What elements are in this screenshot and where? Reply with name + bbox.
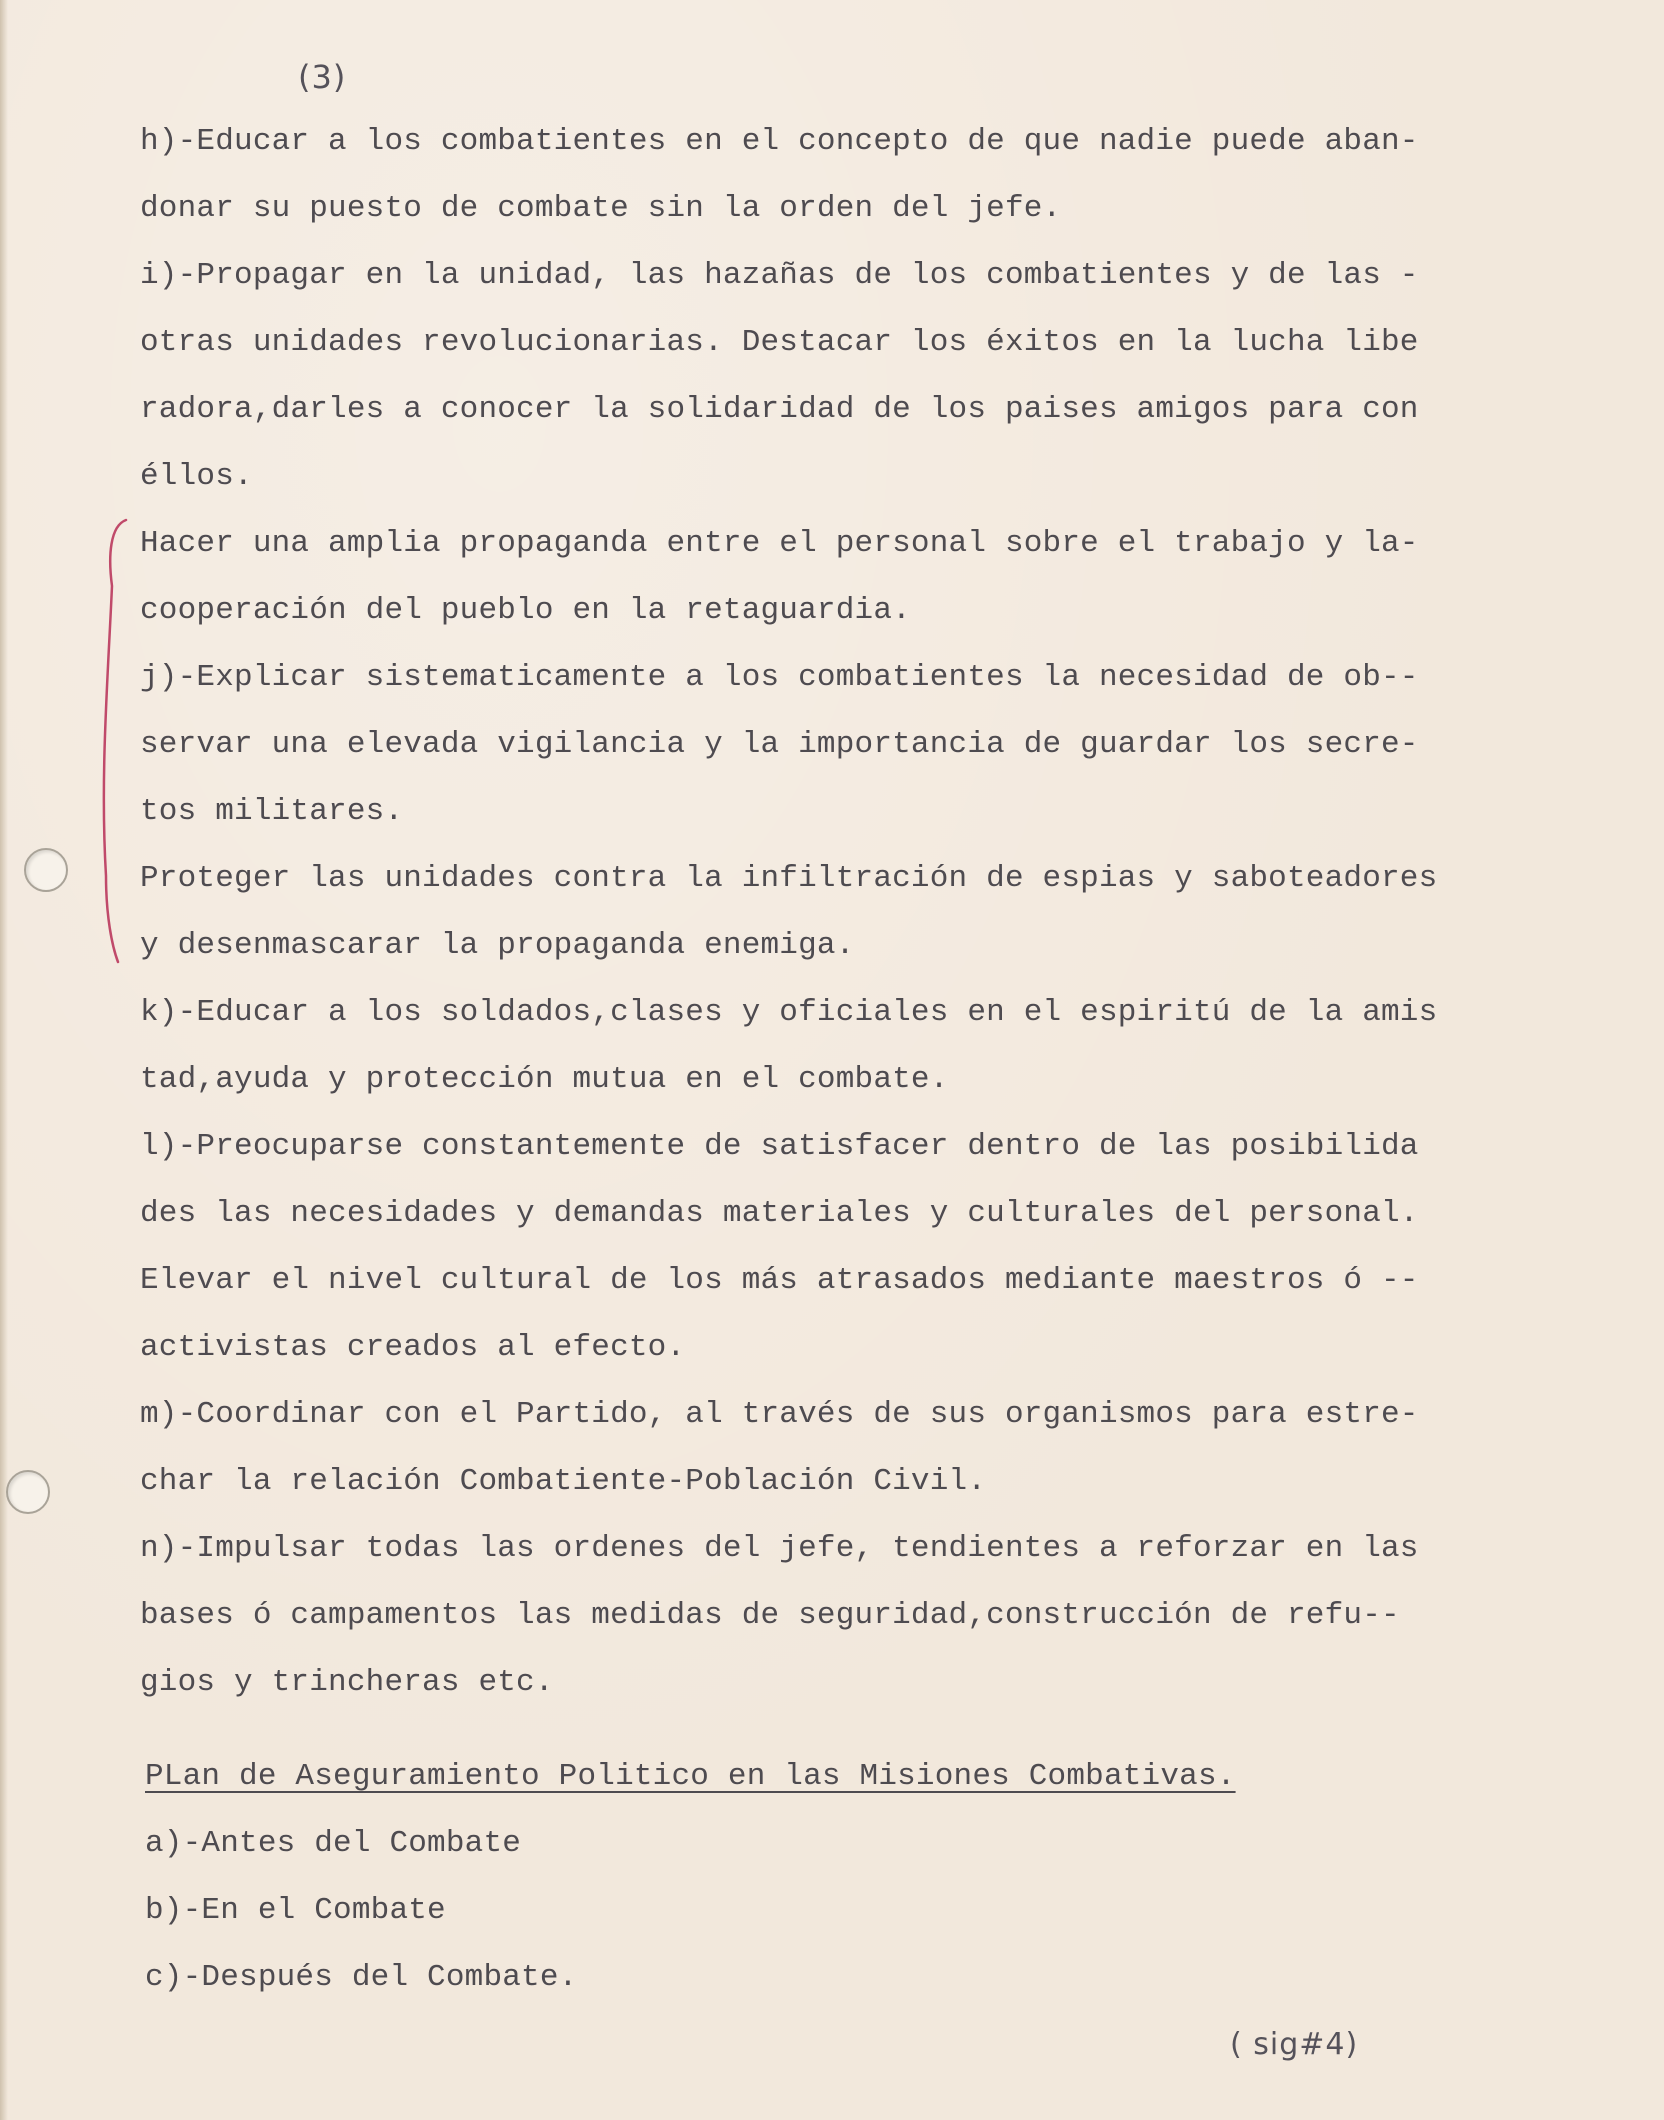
text-line: Hacer una amplia propaganda entre el personal sobre el trabajo y la- <box>140 526 1419 561</box>
text-line: Elevar el nivel cultural de los más atrasados mediante maestros ó -- <box>140 1263 1419 1298</box>
continuation-note: ( sig#4) <box>1230 2027 1359 2062</box>
text-line: y desenmascarar la propaganda enemiga. <box>140 928 855 963</box>
text-line: activistas creados al efecto. <box>140 1330 686 1365</box>
text-line: i)-Propagar en la unidad, las hazañas de los combatientes y de las - <box>140 258 1419 293</box>
plan-item: c)-Después del Combate. <box>145 1960 578 1995</box>
text-line: j)-Explicar sistematicamente a los combatientes la necesidad de ob-- <box>140 660 1419 695</box>
text-line: des las necesidades y demandas materiales y culturales del personal. <box>140 1196 1419 1231</box>
plan-item: b)-En el Combate <box>145 1893 446 1928</box>
text-line: m)-Coordinar con el Partido, al través de sus organismos para estre- <box>140 1397 1419 1432</box>
text-line: donar su puesto de combate sin la orden del jefe. <box>140 191 1062 226</box>
text-line: tad,ayuda y protección mutua en el combate. <box>140 1062 949 1097</box>
text-line: otras unidades revolucionarias. Destacar los éxitos en la lucha libe <box>140 325 1419 360</box>
punch-hole <box>24 848 68 892</box>
text-line: bases ó campamentos las medidas de seguridad,construcción de refu-- <box>140 1598 1400 1633</box>
page-number: (3) <box>298 58 347 96</box>
text-line: h)-Educar a los combatientes en el concepto de que nadie puede aban- <box>140 124 1419 159</box>
text-line: servar una elevada vigilancia y la importancia de guardar los secre- <box>140 727 1419 762</box>
text-line: radora,darles a conocer la solidaridad de los paises amigos para con <box>140 392 1419 427</box>
margin-bracket-mark <box>96 516 136 966</box>
plan-item: a)-Antes del Combate <box>145 1826 522 1861</box>
punch-hole <box>6 1470 50 1514</box>
text-line: éllos. <box>140 459 253 494</box>
text-line: l)-Preocuparse constantemente de satisfacer dentro de las posibilida <box>140 1129 1419 1164</box>
text-line: k)-Educar a los soldados,clases y oficiales en el espiritú de la amis <box>140 995 1438 1030</box>
text-line: cooperación del pueblo en la retaguardia. <box>140 593 911 628</box>
paper-edge-shadow <box>0 0 8 2120</box>
section-heading: PLan de Aseguramiento Politico en las Misiones Combativas. <box>145 1759 1236 1794</box>
text-line: Proteger las unidades contra la infiltración de espias y saboteadores <box>140 861 1438 896</box>
text-line: tos militares. <box>140 794 404 829</box>
text-line: gios y trincheras etc. <box>140 1665 554 1700</box>
text-line: char la relación Combatiente-Población Civil. <box>140 1464 987 1499</box>
text-line: n)-Impulsar todas las ordenes del jefe, tendientes a reforzar en las <box>140 1531 1419 1566</box>
